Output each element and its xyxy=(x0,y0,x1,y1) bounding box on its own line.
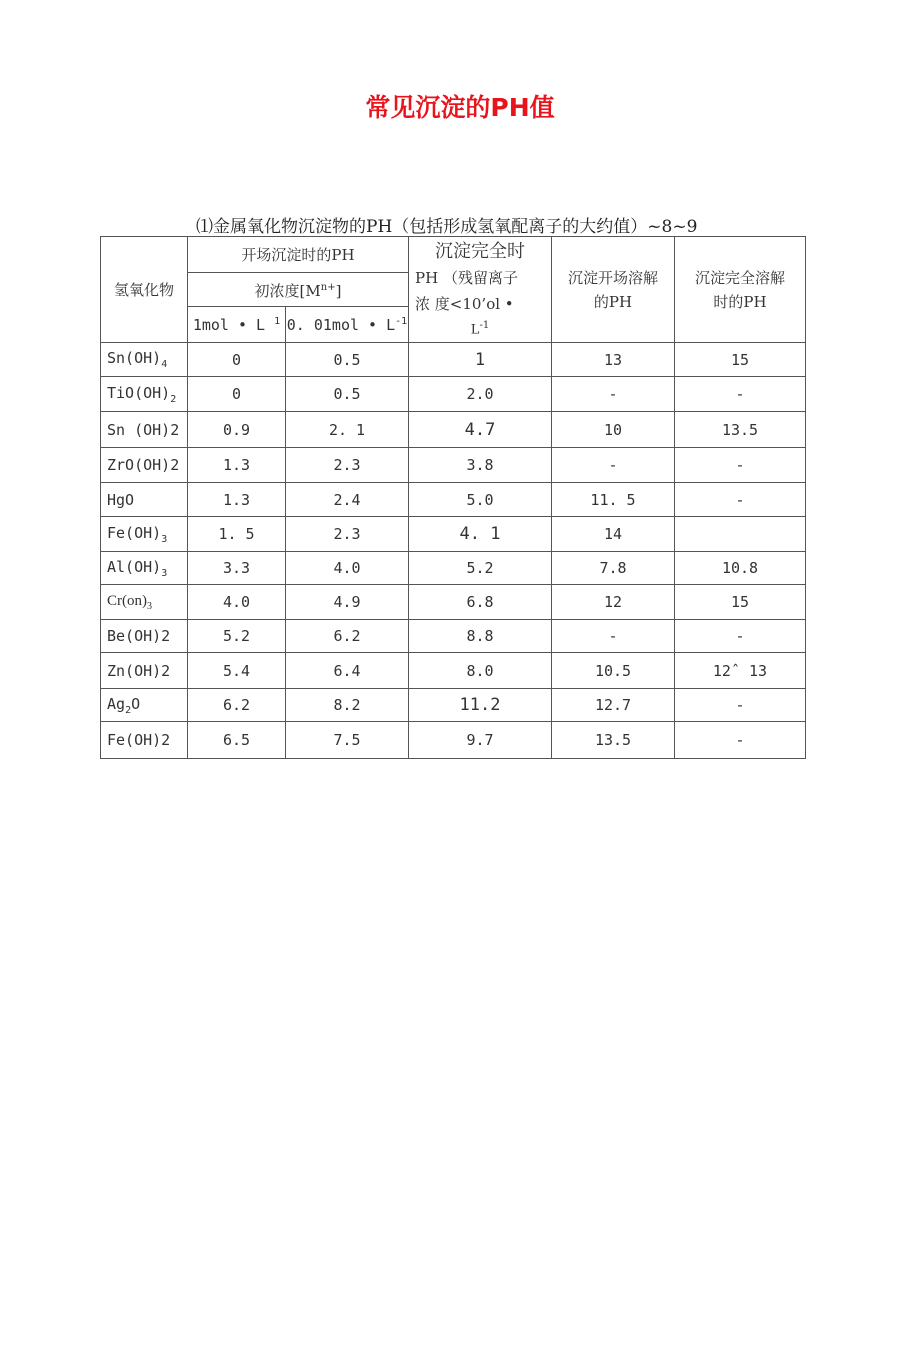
dissolve-start-cell: 12.7 xyxy=(552,689,675,722)
start-ph-1mol-cell: 1.3 xyxy=(188,448,286,483)
table-row xyxy=(101,377,806,412)
compound-cell: $Ag_2O$ xyxy=(101,689,188,722)
complete-ph-cell: 4.7 xyxy=(409,412,552,448)
start-ph-001mol-cell: 6.4 xyxy=(286,653,409,689)
table-row xyxy=(101,517,806,552)
dissolve-complete-cell: - xyxy=(675,377,806,412)
complete-ph-cell: 6.8 xyxy=(409,585,552,620)
table-row xyxy=(101,343,806,377)
start-ph-001mol-cell: 7.5 xyxy=(286,722,409,759)
start-ph-1mol-cell: 5.2 xyxy=(188,620,286,653)
header-conc-001mol: 0. 01mol • $L^{-1}$ xyxy=(286,307,409,343)
header-initial-conc: 初浓度$[M^{n+}]$ xyxy=(188,273,409,307)
dissolve-complete-cell: - xyxy=(675,483,806,517)
compound-cell: $Cr(on)_3$ xyxy=(101,585,188,620)
header-compound: 氢氧化物 xyxy=(101,237,188,343)
complete-ph-cell: 5.2 xyxy=(409,552,552,585)
dissolve-start-cell: - xyxy=(552,620,675,653)
compound-cell: $Fe(OH)_3$ xyxy=(101,517,188,552)
dissolve-complete-cell: 12ˆ 13 xyxy=(675,653,806,689)
table-row xyxy=(101,585,806,620)
dissolve-complete-cell: - xyxy=(675,620,806,653)
dissolve-complete-cell: 15 xyxy=(675,585,806,620)
dissolve-start-cell: 14 xyxy=(552,517,675,552)
start-ph-001mol-cell: 2.3 xyxy=(286,448,409,483)
dissolve-complete-cell: - xyxy=(675,722,806,759)
start-ph-001mol-cell: 2.3 xyxy=(286,517,409,552)
table-row xyxy=(101,552,806,585)
complete-ph-cell: 8.0 xyxy=(409,653,552,689)
table-caption: ⑴金属氧化物沉淀物的PH（包括形成氢氧配离子的大约值）~8~9 xyxy=(196,217,698,237)
complete-ph-cell: 5.0 xyxy=(409,483,552,517)
header-complete-ph: 沉淀完全时 PH （残留离子 浓 度<10’ol • $L^{-1}$ xyxy=(409,237,552,343)
start-ph-001mol-cell: 4.9 xyxy=(286,585,409,620)
compound-cell: ZrO(OH)2 xyxy=(101,448,188,483)
header-dissolve-start: 沉淀开场溶解的PH xyxy=(552,237,675,343)
table-row xyxy=(101,448,806,483)
table-row xyxy=(101,689,806,722)
compound-cell: Be(OH)2 xyxy=(101,620,188,653)
dissolve-start-cell: 12 xyxy=(552,585,675,620)
start-ph-001mol-cell: 2.4 xyxy=(286,483,409,517)
dissolve-start-cell: - xyxy=(552,377,675,412)
dissolve-start-cell: 7.8 xyxy=(552,552,675,585)
start-ph-001mol-cell: 0.5 xyxy=(286,343,409,377)
page-title: 常见沉淀的PH值 xyxy=(365,93,555,122)
complete-ph-cell: 3.8 xyxy=(409,448,552,483)
complete-ph-cell: 2.0 xyxy=(409,377,552,412)
header-dissolve-complete: 沉淀完全溶解时的PH xyxy=(675,237,806,343)
table-row xyxy=(101,412,806,448)
dissolve-start-cell: 13 xyxy=(552,343,675,377)
start-ph-1mol-cell: 1. 5 xyxy=(188,517,286,552)
start-ph-001mol-cell: 2. 1 xyxy=(286,412,409,448)
compound-cell: $Sn(OH)_4$ xyxy=(101,343,188,377)
dissolve-complete-cell xyxy=(675,517,806,552)
dissolve-start-cell: 10.5 xyxy=(552,653,675,689)
compound-cell: Fe(OH)2 xyxy=(101,722,188,759)
dissolve-complete-cell: 13.5 xyxy=(675,412,806,448)
start-ph-1mol-cell: 6.5 xyxy=(188,722,286,759)
start-ph-001mol-cell: 0.5 xyxy=(286,377,409,412)
dissolve-complete-cell: 15 xyxy=(675,343,806,377)
start-ph-1mol-cell: 4.0 xyxy=(188,585,286,620)
dissolve-start-cell: 11. 5 xyxy=(552,483,675,517)
complete-ph-cell: 8.8 xyxy=(409,620,552,653)
complete-ph-cell: 9.7 xyxy=(409,722,552,759)
start-ph-001mol-cell: 4.0 xyxy=(286,552,409,585)
table-row xyxy=(101,653,806,689)
complete-ph-cell: 11.2 xyxy=(409,689,552,722)
compound-cell: Sn (OH)2 xyxy=(101,412,188,448)
compound-cell: $Al(OH)_3$ xyxy=(101,552,188,585)
header-start-ph: 开场沉淀时的PH xyxy=(188,237,409,273)
compound-cell: Zn(OH)2 xyxy=(101,653,188,689)
header-conc-1mol: 1mol • L $^1$ xyxy=(188,307,286,343)
start-ph-1mol-cell: 0 xyxy=(188,377,286,412)
complete-ph-cell: 4. 1 xyxy=(409,517,552,552)
dissolve-complete-cell: - xyxy=(675,689,806,722)
start-ph-1mol-cell: 0 xyxy=(188,343,286,377)
start-ph-1mol-cell: 5.4 xyxy=(188,653,286,689)
start-ph-1mol-cell: 6.2 xyxy=(188,689,286,722)
start-ph-001mol-cell: 8.2 xyxy=(286,689,409,722)
table-row xyxy=(101,620,806,653)
compound-cell: HgO xyxy=(101,483,188,517)
table-row xyxy=(101,722,806,759)
dissolve-start-cell: - xyxy=(552,448,675,483)
ph-table xyxy=(100,236,806,759)
start-ph-1mol-cell: 0.9 xyxy=(188,412,286,448)
dissolve-complete-cell: - xyxy=(675,448,806,483)
dissolve-complete-cell: 10.8 xyxy=(675,552,806,585)
start-ph-001mol-cell: 6.2 xyxy=(286,620,409,653)
complete-ph-cell: 1 xyxy=(409,343,552,377)
start-ph-1mol-cell: 1.3 xyxy=(188,483,286,517)
dissolve-start-cell: 13.5 xyxy=(552,722,675,759)
start-ph-1mol-cell: 3.3 xyxy=(188,552,286,585)
dissolve-start-cell: 10 xyxy=(552,412,675,448)
table-row xyxy=(101,483,806,517)
compound-cell: $TiO(OH)_2$ xyxy=(101,377,188,412)
